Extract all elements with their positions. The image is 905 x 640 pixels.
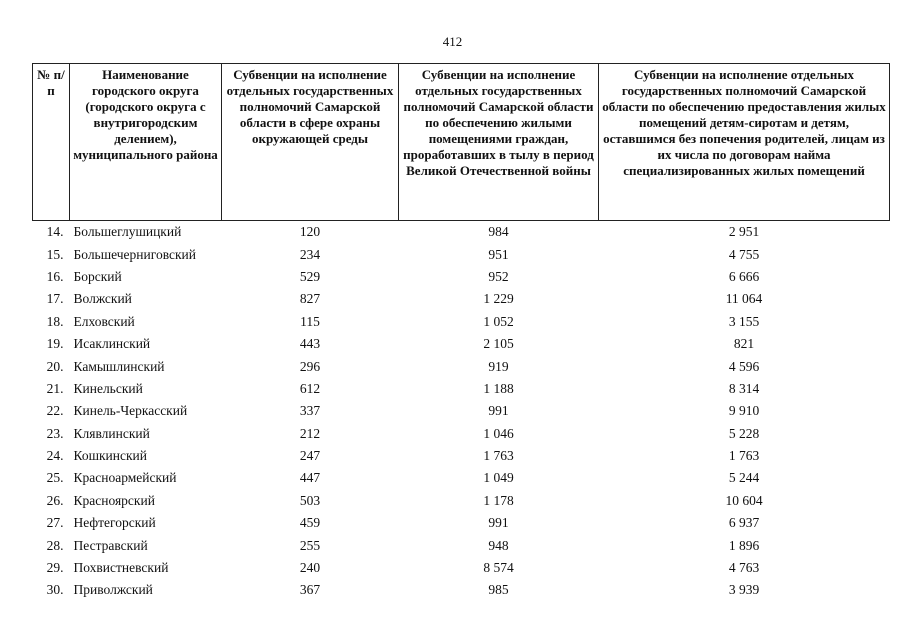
war-workers-housing-value: 1 046 <box>483 425 514 441</box>
environment-value: 612 <box>299 380 321 396</box>
war-workers-housing-value: 1 178 <box>483 492 514 508</box>
header-municipality-name: Наименование городского округа (городского округа с внутригородским делением), муниципального района <box>70 64 222 221</box>
table-row <box>33 221 890 244</box>
municipality-name: Камышлинский <box>73 358 165 374</box>
municipality-name: Пестравский <box>73 537 148 553</box>
orphans-housing-value: 9 910 <box>728 403 760 419</box>
war-workers-housing-value: 1 049 <box>483 470 514 486</box>
orphans-housing-value: 821 <box>733 336 755 352</box>
environment-value: 240 <box>299 560 321 576</box>
environment-value: 443 <box>299 336 321 352</box>
orphans-housing-value: 1 763 <box>728 448 760 464</box>
environment-value: 120 <box>299 224 321 240</box>
row-number: 26. <box>46 492 64 508</box>
table-row <box>33 355 890 377</box>
war-workers-housing-value: 984 <box>488 224 509 240</box>
war-workers-housing-value: 8 574 <box>483 560 514 576</box>
table-row <box>33 333 890 355</box>
war-workers-housing-value: 952 <box>488 268 509 284</box>
orphans-housing-value: 4 755 <box>728 246 760 262</box>
row-number: 19. <box>46 336 64 352</box>
war-workers-housing-value: 1 052 <box>483 313 514 329</box>
header-war-workers-housing-subvention: Субвенции на исполнение отдельных государственных полномочий Самарской области по обеспечению жилыми помещениями граждан, проработавших в тылу в период Великой Отечественной войны <box>399 64 599 221</box>
environment-value: 255 <box>299 537 321 553</box>
environment-value: 367 <box>299 582 321 598</box>
orphans-housing-value: 8 314 <box>728 380 760 396</box>
table-row <box>33 579 890 601</box>
orphans-housing-value: 4 596 <box>728 358 760 374</box>
orphans-housing-value: 4 763 <box>728 560 760 576</box>
war-workers-housing-value: 1 763 <box>483 448 514 464</box>
orphans-housing-value: 3 155 <box>728 313 760 329</box>
table-row <box>33 311 890 333</box>
environment-value: 827 <box>299 291 321 307</box>
table-row <box>33 490 890 512</box>
row-number: 24. <box>46 448 64 464</box>
row-number: 28. <box>46 537 64 553</box>
table-row <box>33 400 890 422</box>
municipality-name: Нефтегорский <box>73 515 156 531</box>
orphans-housing-value: 6 937 <box>728 515 760 531</box>
environment-value: 337 <box>299 403 321 419</box>
page-number: 412 <box>442 34 463 49</box>
row-number: 30. <box>46 582 64 598</box>
row-number: 21. <box>46 380 64 396</box>
orphans-housing-value: 2 951 <box>728 224 760 240</box>
row-number: 16. <box>46 268 64 284</box>
row-number: 18. <box>46 313 64 329</box>
table-row <box>33 288 890 310</box>
municipality-name: Большеглушицкий <box>73 224 182 240</box>
table-row <box>33 445 890 467</box>
municipality-name: Исаклинский <box>73 336 151 352</box>
table-row <box>33 534 890 556</box>
orphans-housing-value: 5 228 <box>728 425 760 441</box>
table-body <box>33 221 890 602</box>
row-number: 23. <box>46 425 64 441</box>
table-row <box>33 243 890 265</box>
municipality-name: Красноармейский <box>73 470 177 486</box>
environment-value: 234 <box>299 246 321 262</box>
orphans-housing-value: 10 604 <box>725 492 763 508</box>
municipality-name: Кинель-Черкасский <box>73 403 188 419</box>
municipality-name: Похвистневский <box>73 560 169 576</box>
subventions-table <box>32 63 890 602</box>
municipality-name: Кошкинский <box>73 448 147 464</box>
environment-value: 247 <box>299 448 321 464</box>
municipality-name: Красноярский <box>73 492 155 508</box>
table-row <box>33 266 890 288</box>
war-workers-housing-value: 985 <box>488 582 509 598</box>
municipality-name: Борский <box>73 268 122 284</box>
table-row <box>33 467 890 489</box>
war-workers-housing-value: 1 229 <box>483 291 514 307</box>
war-workers-housing-value: 919 <box>488 358 509 374</box>
header-orphans-housing-subvention: Субвенции на исполнение отдельных государственных полномочий Самарской области по обеспечению предоставления жилых помещений детям-сиротам и детям, оставшимся без попечения родителей, лицам из их числа по договорам найма специализированных жилых помещений <box>599 64 890 221</box>
row-number: 17. <box>46 291 64 307</box>
municipality-name: Елховский <box>73 313 135 329</box>
environment-value: 115 <box>300 313 320 329</box>
environment-value: 529 <box>299 268 321 284</box>
header-environment-subvention: Субвенции на исполнение отдельных государственных полномочий Самарской области в сфере охраны окружающей среды <box>222 64 399 221</box>
municipality-name: Клявлинский <box>73 425 150 441</box>
war-workers-housing-value: 991 <box>488 515 509 531</box>
table-header <box>33 64 890 221</box>
environment-value: 503 <box>299 492 321 508</box>
row-number: 14. <box>46 224 64 240</box>
environment-value: 212 <box>299 425 321 441</box>
municipality-name: Кинельский <box>73 380 143 396</box>
row-number: 27. <box>46 515 64 531</box>
table-row <box>33 557 890 579</box>
environment-value: 447 <box>299 470 321 486</box>
environment-value: 459 <box>299 515 321 531</box>
table-row <box>33 423 890 445</box>
orphans-housing-value: 11 064 <box>725 291 763 307</box>
row-number: 20. <box>46 358 64 374</box>
environment-value: 296 <box>299 358 321 374</box>
row-number: 15. <box>46 246 64 262</box>
war-workers-housing-value: 951 <box>488 246 509 262</box>
municipality-name: Приволжский <box>73 582 153 598</box>
row-number: 25. <box>46 470 64 486</box>
war-workers-housing-value: 1 188 <box>483 380 514 396</box>
war-workers-housing-value: 948 <box>488 537 509 553</box>
table-row <box>33 512 890 534</box>
municipality-name: Большечерниговский <box>73 246 196 262</box>
municipality-name: Волжский <box>73 291 132 307</box>
orphans-housing-value: 5 244 <box>728 470 760 486</box>
orphans-housing-value: 3 939 <box>728 582 760 598</box>
row-number: 29. <box>46 560 64 576</box>
table-row <box>33 378 890 400</box>
war-workers-housing-value: 991 <box>488 403 509 419</box>
war-workers-housing-value: 2 105 <box>483 336 514 352</box>
header-number: № п/п <box>33 64 70 221</box>
row-number: 22. <box>46 403 64 419</box>
orphans-housing-value: 1 896 <box>728 537 760 553</box>
orphans-housing-value: 6 666 <box>728 268 760 284</box>
